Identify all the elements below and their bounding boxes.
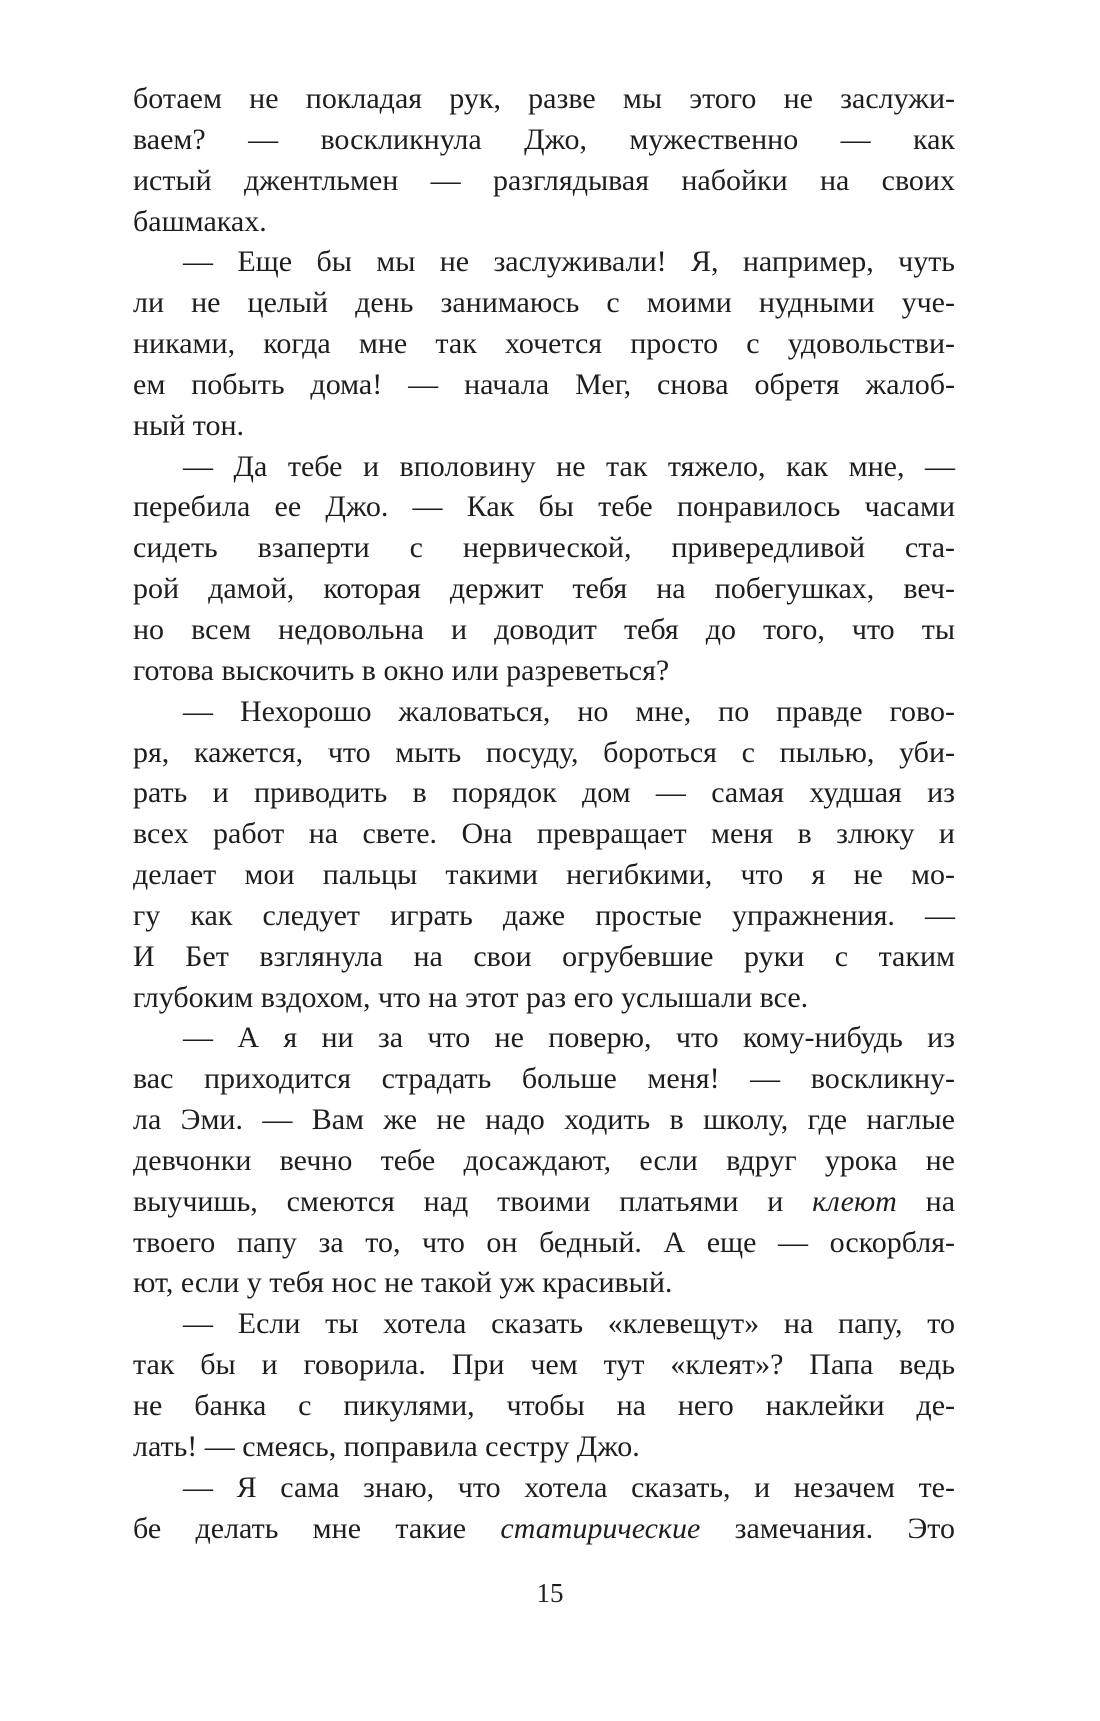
text-line: никами, когда мне так хочется просто с удовольстви- <box>133 327 955 361</box>
text-line: твоего папу за то, что он бедный. А еще — оскорбля- <box>133 1225 955 1259</box>
text-line: так бы и говорила. При чем тут «клеят»? Папа ведь <box>133 1348 955 1382</box>
text-line: ря, кажется, что мыть посуду, бороться с пылью, уби- <box>133 735 955 769</box>
text-line: — А я ни за что не поверю, что кому-нибудь из <box>183 1021 955 1055</box>
text-line: гу как следует играть даже простые упражнения. — <box>133 898 955 932</box>
book-page-text <box>133 79 955 1549</box>
text-line: — Если ты хотела сказать «клевещут» на папу, то <box>183 1307 955 1341</box>
text-line: башмаках. <box>133 204 267 238</box>
text-line: — Я сама знаю, что хотела сказать, и незачем те- <box>183 1470 955 1504</box>
text-line: всех работ на свете. Она превращает меня в злюку и <box>133 817 955 851</box>
line-text-after: на <box>896 1184 956 1218</box>
text-line: ли не целый день занимаюсь с моими нудными уче- <box>133 286 955 320</box>
text-line: — Нехорошо жаловаться, но мне, по правде гово- <box>183 694 955 728</box>
text-line: — Да тебе и вполовину не так тяжело, как мне, — <box>183 449 955 483</box>
line-text-before: выучишь, смеются над твоими платьями и <box>133 1184 813 1218</box>
text-line: ют, если у тебя нос не такой уж красивый. <box>133 1266 673 1300</box>
text-line: не банка с пикулями, чтобы на него наклейки де- <box>133 1389 955 1422</box>
text-line: ваем? — воскликнула Джо, мужественно — как <box>133 122 955 156</box>
text-line: истый джентльмен — разглядывая набойки на своих <box>133 163 955 197</box>
text-line: ем побыть дома! — начала Мег, снова обретя жалоб- <box>133 367 955 401</box>
text-line: сидеть взаперти с нервической, привередливой ста- <box>133 531 955 565</box>
text-line: перебила ее Джо. — Как бы тебе понравилось часами <box>133 490 955 524</box>
text-line: рать и приводить в порядок дом — самая худшая из <box>133 776 955 810</box>
text-line: И Бет взглянула на свои огрубевшие руки с таким <box>133 939 955 973</box>
italic-word: клеют <box>812 1184 897 1218</box>
page-number: 15 <box>536 1578 564 1608</box>
text-line: ный тон. <box>133 408 245 442</box>
text-line: ботаем не покладая рук, разве мы этого не заслужи- <box>133 82 955 115</box>
text-line: — Еще бы мы не заслуживали! Я, например, чуть <box>183 245 955 279</box>
text-line: глубоким вздохом, что на этот раз его услышали все. <box>133 980 809 1014</box>
text-line: ла Эми. — Вам же не надо ходить в школу, где наглые <box>133 1103 955 1137</box>
line-text-after: замечания. Это <box>700 1511 955 1545</box>
text-line: вас приходится страдать больше меня! — воскликну- <box>133 1062 955 1096</box>
text-line: девчонки вечно тебе досаждают, если вдруг урока не <box>133 1143 955 1177</box>
text-line: лать! — смеясь, поправила сестру Джо. <box>133 1429 640 1463</box>
text-line-with-italic <box>133 1509 955 1550</box>
text-line-with-italic <box>133 1182 955 1223</box>
text-line: делает мои пальцы такими негибкими, что я не мо- <box>133 858 955 892</box>
italic-word: статирические <box>500 1511 701 1545</box>
text-line: готова выскочить в окно или разреветься? <box>133 653 670 687</box>
text-line: но всем недовольна и доводит тебя до того, что ты <box>133 612 955 646</box>
line-text-before: бе делать мне такие <box>133 1511 501 1545</box>
text-line: рой дамой, которая держит тебя на побегушках, веч- <box>133 572 955 606</box>
